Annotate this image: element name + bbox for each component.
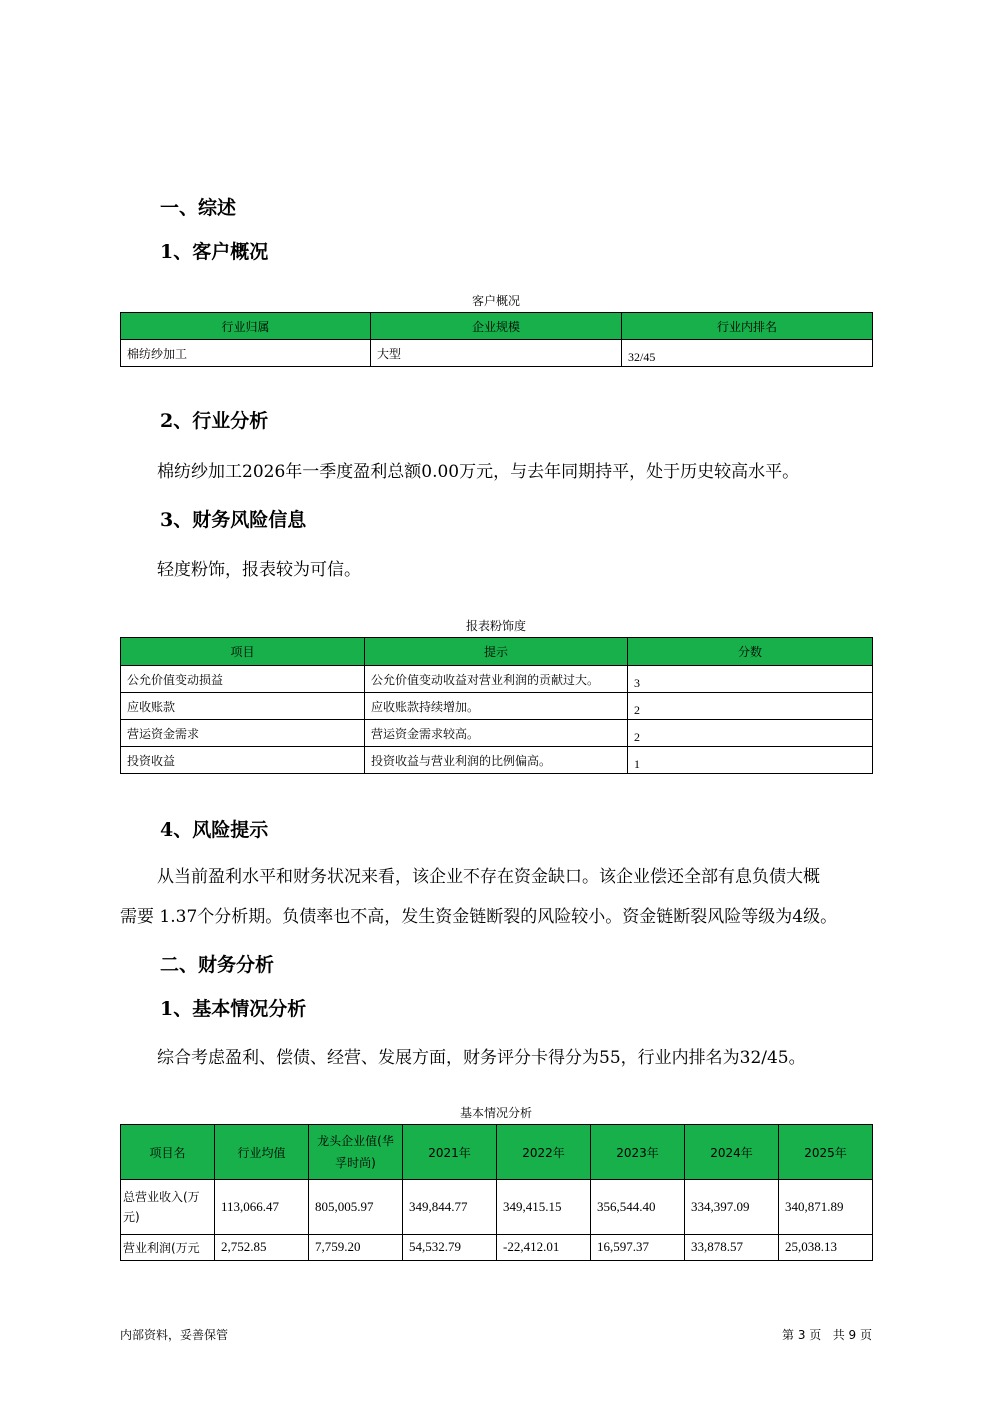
subheading-risk-warning: 4、风险提示 — [160, 819, 269, 841]
footer-page-number: 第 3 页 共 9 页 — [782, 1328, 872, 1342]
table-cell-item: 公允价值变动损益 — [121, 666, 365, 693]
table-header-cell: 龙头企业值(华孚时尚) — [309, 1125, 403, 1180]
subheading-industry-analysis: 2、行业分析 — [160, 410, 269, 432]
table-cell-value: 16,597.37 — [591, 1235, 685, 1261]
table-cell-value: 25,038.13 — [779, 1235, 873, 1261]
table-header-cell: 2022年 — [497, 1125, 591, 1180]
table-cell-scale: 大型 — [371, 340, 622, 367]
table-cell-hint: 应收账款持续增加。 — [365, 693, 628, 720]
industry-analysis-text: 棉纺纱加工2026年一季度盈利总额0.00万元，与去年同期持平，处于历史较高水平。 — [157, 462, 800, 482]
table-header-cell: 行业内排名 — [622, 313, 873, 340]
table-cell-item: 应收账款 — [121, 693, 365, 720]
table-header-cell: 分数 — [628, 638, 873, 666]
table-cell-hint: 投资收益与营业利润的比例偏高。 — [365, 747, 628, 774]
section-heading-financial-analysis: 二、财务分析 — [160, 954, 275, 976]
table-cell-industry: 棉纺纱加工 — [121, 340, 371, 367]
table-cell-value: 33,878.57 — [685, 1235, 779, 1261]
subheading-customer-overview: 1、客户概况 — [160, 241, 269, 263]
table-header-cell: 2024年 — [685, 1125, 779, 1180]
table-cell-value: 113,066.47 — [215, 1180, 309, 1235]
subheading-financial-risk: 3、财务风险信息 — [160, 509, 307, 531]
financial-risk-text: 轻度粉饰，报表较为可信。 — [157, 560, 361, 580]
subheading-basic-analysis: 1、基本情况分析 — [160, 998, 307, 1020]
basic-analysis-table — [120, 1124, 873, 1261]
table-row — [121, 666, 873, 693]
table-cell-score: 2 — [628, 720, 873, 747]
table-row — [121, 720, 873, 747]
table-header-cell: 2023年 — [591, 1125, 685, 1180]
table-cell-value: 340,871.89 — [779, 1180, 873, 1235]
footer-confidential: 内部资料，妥善保管 — [120, 1328, 229, 1342]
table-row — [121, 693, 873, 720]
table-cell-score: 3 — [628, 666, 873, 693]
table-caption-overview — [120, 292, 872, 309]
table-cell-score: 1 — [628, 747, 873, 774]
table-header-cell: 项目 — [121, 638, 365, 666]
table-row — [121, 1180, 873, 1235]
table-cell-value: 805,005.97 — [309, 1180, 403, 1235]
table-cell-value: 349,844.77 — [403, 1180, 497, 1235]
table-cell-value: 2,752.85 — [215, 1235, 309, 1261]
window-dressing-table — [120, 637, 873, 774]
table-caption-basic — [120, 1104, 872, 1121]
table-cell-value: 334,397.09 — [685, 1180, 779, 1235]
table-cell-item: 营业利润(万元 — [121, 1235, 215, 1261]
table-header-cell: 提示 — [365, 638, 628, 666]
table-cell-item: 投资收益 — [121, 747, 365, 774]
table-cell-item: 营运资金需求 — [121, 720, 365, 747]
caption-text: 客户概况 — [471, 294, 520, 308]
caption-text: 基本情况分析 — [459, 1106, 532, 1120]
table-header-cell: 2025年 — [779, 1125, 873, 1180]
table-header-cell: 行业均值 — [215, 1125, 309, 1180]
table-caption-window — [120, 617, 872, 634]
table-cell-value: 54,532.79 — [403, 1235, 497, 1261]
customer-overview-table — [120, 312, 873, 367]
caption-text: 报表粉饰度 — [465, 619, 526, 633]
table-cell-score: 2 — [628, 693, 873, 720]
table-cell-value: -22,412.01 — [497, 1235, 591, 1261]
table-cell-hint: 营运资金需求较高。 — [365, 720, 628, 747]
risk-warning-text-line1: 从当前盈利水平和财务状况来看，该企业不存在资金缺口。该企业偿还全部有息负债大概 — [157, 867, 820, 887]
table-header-cell: 行业归属 — [121, 313, 371, 340]
table-header-cell: 项目名 — [121, 1125, 215, 1180]
table-cell-item: 总营业收入(万元) — [121, 1180, 215, 1235]
table-cell-value: 7,759.20 — [309, 1235, 403, 1261]
risk-warning-text-line2: 需要 1.37个分析期。负债率也不高，发生资金链断裂的风险较小。资金链断裂风险等级为4级。 — [120, 907, 838, 927]
table-header-cell: 企业规模 — [371, 313, 622, 340]
table-cell-value: 349,415.15 — [497, 1180, 591, 1235]
table-cell-value: 356,544.40 — [591, 1180, 685, 1235]
basic-analysis-text: 综合考虑盈利、偿债、经营、发展方面，财务评分卡得分为55，行业内排名为32/45。 — [157, 1048, 806, 1068]
table-header-cell: 2021年 — [403, 1125, 497, 1180]
table-row — [121, 747, 873, 774]
table-cell-hint: 公允价值变动收益对营业利润的贡献过大。 — [365, 666, 628, 693]
table-row — [121, 1235, 873, 1261]
table-cell-rank: 32/45 — [622, 340, 873, 367]
section-heading-overview: 一、综述 — [160, 197, 237, 219]
